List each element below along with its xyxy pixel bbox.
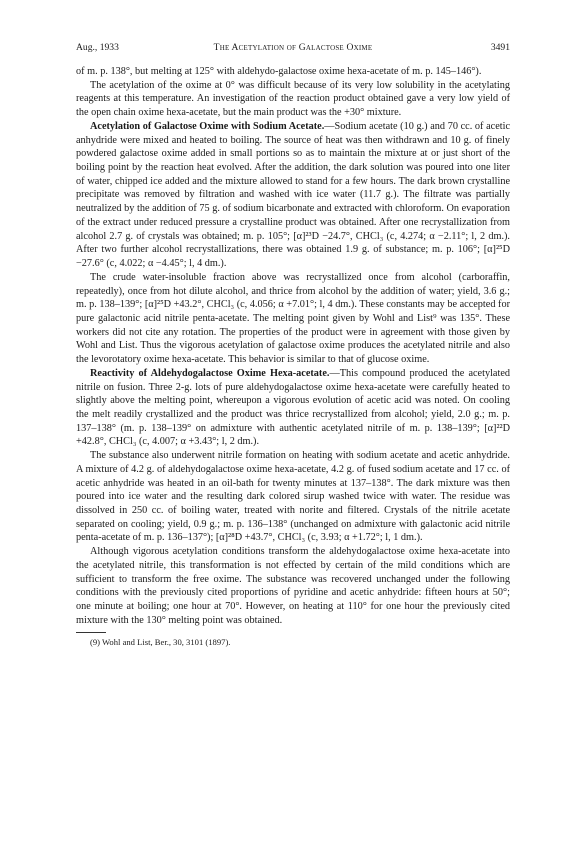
section-heading-reactivity: Reactivity of Aldehydogalactose Oxime Hexa-acetate. (90, 367, 330, 379)
paragraph-nitrile-formation: The substance also underwent nitrile formation on heating with sodium acetate and acetic anhydride. A mixture of 4.2 g. of aldehydogalactose oxime hexa-acetate, 4.2 g. of fused sodium acetate and 17 cc. of acetic anhydride was heated in an oil-bath for twenty minutes at 137–138°. The dark mixture was then poured into ice water and the resulting dark colored sirup washed twice with water. The residue was dissolved in 250 cc. of boiling water, treated with norite and filtered. Crystals of the nitrile acetate separated on cooling; yield, 0.9 g.; m. p. 136–138° (unchanged on admixture with galactonic acid nitrile penta-acetate of m. p. 136–137°); [α]²⁸D +43.7°, CHCl₃ (c, 3.93; α +1.72°; l, 1 dm.). (76, 450, 510, 544)
page-number: 3491 (490, 42, 510, 53)
paragraph-reactivity (76, 367, 510, 449)
journal-page (76, 42, 510, 648)
paragraph-text: —Sodium acetate (10 g.) and 70 cc. of acetic anhydride were mixed and heated to boiling. The source of heat was then withdrawn and 10 g. of finely powdered galactose oxime added in small portions so as to maintain the mixture at or just short of the boiling point by the reaction heat evolved. After the addition, the dark solution was poured into one liter of water, chipped ice added and the mixture allowed to stand for a few hours. The dark brown crystalline precipitate was removed by filtration and washed with ice water (11.7 g.). The filtrate was partially neutralized by the addition of 75 g. of sodium bicarbonate and extracted with chloroform. On evaporation of the extract under reduced pressure a crystalline product was obtained. After one recrystallization from alcohol 2.7 g. of crystals was obtained; m. p. 105°; [α]²³D −24.7°, CHCl₃ (c, 4.274; α −2.11°; l, 2 dm.). After two further alcohol recrystallizations, there was obtained 1.9 g. of substance; m. p. 106°; [α]²⁵D −27.6° (c, 4.022; α −4.45°; l, 4 dm.). (76, 120, 511, 270)
issue-date: Aug., 1933 (76, 42, 119, 53)
running-header (76, 42, 510, 58)
paragraph-acetylation-at-zero: The acetylation of the oxime at 0° was difficult because of its very low solubility in the acetylating reagents at this temperature. An investigation of the reaction product obtained gave a very low yield of the open chain oxime hexa-acetate, but the main product was the +30° mixture. (76, 79, 510, 119)
paragraph-text: —This compound produced the acetylated nitrile on fusion. Three 2-g. lots of pure aldehydogalactose oxime hexa-acetate were carefully heated to slightly above the melting point, whereupon a vigorous evolution of acetic acid was noted. On cooling the melt readily crystallized and the product was thrice recrystallized from alcohol; yield, 2.0 g.; m. p. 137–138° (m. p. 138–139° on admixture with authentic acetylated nitrile of m. p. 138–139°; [α]²²D +42.8°, CHCl₃ (c, 4.007; α +3.43°; l, 2 dm.). (76, 367, 510, 448)
footnote: (9) Wohl and List, Ber., 30, 3101 (1897). (90, 637, 231, 648)
footnote-divider (76, 632, 106, 633)
paragraph-continuation: of m. p. 138°, but melting at 125° with aldehydo-galactose oxime hexa-acetate of m. p. 145–146°). (76, 66, 482, 77)
paragraph-crude-fraction: The crude water-insoluble fraction above was recrystallized once from alcohol (carboraffin, repeatedly), once from hot dilute alcohol, and thrice from alcohol by the addition of water; yield, 3.6 g.; m. p. 138–139°; [α]²⁵D +43.2°, CHCl₃ (c, 4.056; α +7.01°; l, 4 dm.). These constants may be accepted for pure galactonic acid nitrile penta-acetate. The melting point given by Wohl and List⁹ was 135°. These workers did not cite any rotation. The properties of the product were in agreement with those given by Wohl and List. Thus the vigorous acetylation of galactose oxime produces the acetylated nitrile and also the levorotatory oxime hexa-acetate. This behavior is similar to that of glucose oxime. (76, 271, 510, 366)
running-title: The Acetylation of Galactose Oxime (213, 42, 373, 53)
paragraph-sodium-acetate (76, 120, 510, 271)
paragraph-mild-conditions: Although vigorous acetylation conditions transform the aldehydogalactose oxime hexa-acetate into the acetylated nitrile, this transformation is not effected by certain of the mild conditions which are sufficient to transform the free oxime. The substance was recovered unchanged under the following conditions with the previously cited proportions of pyridine and acetic anhydride: fifteen hours at 50°; one minute at boiling; one hour at 70°. However, on heating at 110° for one hour the previously cited mixture with the 130° melting point was obtained. (76, 546, 510, 626)
section-heading-sodium-acetate: Acetylation of Galactose Oxime with Sodium Acetate. (90, 120, 325, 132)
